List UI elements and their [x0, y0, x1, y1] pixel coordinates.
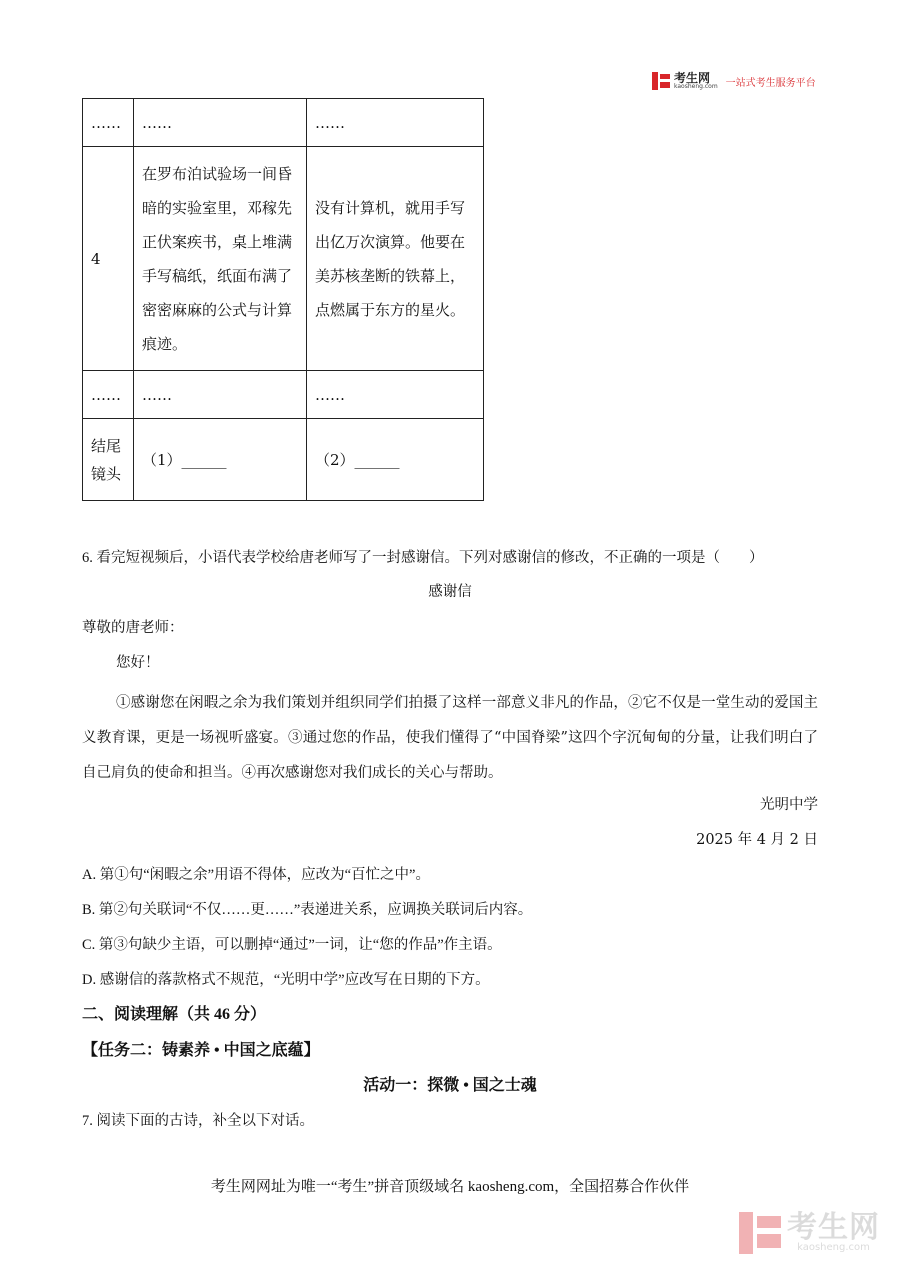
table-cell: 4: [83, 147, 134, 371]
letter-date: 2025 年 4 月 2 日: [696, 832, 818, 848]
logo-name: 考生网: [674, 71, 711, 85]
table-cell: ……: [134, 371, 307, 419]
table-cell: 没有计算机，就用手写出亿万次演算。他要在美苏核垄断的铁幕上，点燃属于东方的星火。: [307, 147, 484, 371]
task-title: 【任务二：铸素养 • 中国之底蕴】: [82, 1042, 320, 1059]
section-title: 二、阅读理解（共 46 分）: [82, 1006, 267, 1023]
letter-salutation: 尊敬的唐老师：: [82, 620, 184, 636]
logo-slogan: 一站式考生服务平台: [725, 77, 816, 89]
watermark-domain: kaosheng.com: [797, 1242, 870, 1253]
storyboard-table: [82, 98, 484, 501]
watermark-name: 考生网: [787, 1210, 880, 1245]
table-cell: ……: [83, 99, 134, 147]
answer-blank-2[interactable]: （2）______: [307, 419, 484, 501]
letter-signature: 光明中学: [760, 797, 818, 813]
header-logo: [652, 72, 816, 90]
kaosheng-watermark-icon: [739, 1212, 781, 1254]
logo-domain: kaosheng.com: [674, 83, 718, 90]
table-cell: ……: [134, 99, 307, 147]
letter-greeting: 您好！: [116, 655, 160, 671]
watermark: [739, 1212, 880, 1254]
activity-title: 活动一：探微 • 国之士魂: [363, 1077, 537, 1094]
table-cell: ……: [83, 371, 134, 419]
question-6-stem: 6. 看完短视频后，小语代表学校给唐老师写了一封感谢信。下列对感谢信的修改，不正确的一项是（ ）: [82, 550, 764, 566]
table-cell: 在罗布泊试验场一间昏暗的实验室里，邓稼先正伏案疾书，桌上堆满手写稿纸，纸面布满了密密麻麻的公式与计算痕迹。: [134, 147, 307, 371]
option-d[interactable]: D. 感谢信的落款格式不规范，“光明中学”应改写在日期的下方。: [82, 972, 490, 988]
option-a[interactable]: A. 第①句“闲暇之余”用语不得体，应改为“百忙之中”。: [82, 867, 430, 883]
table-row: [83, 371, 484, 419]
page-footer: 考生网网址为唯一“考生”拼音顶级域名 kaosheng.com，全国招募合作伙伴: [210, 1179, 690, 1195]
letter-title: 感谢信: [428, 584, 472, 600]
kaosheng-logo-icon: [652, 72, 670, 90]
table-cell: 结尾镜头: [83, 419, 134, 501]
option-c[interactable]: C. 第③句缺少主语，可以删掉“通过”一词，让“您的作品”作主语。: [82, 937, 502, 953]
table-cell: ……: [307, 371, 484, 419]
letter-body: ①感谢您在闲暇之余为我们策划并组织同学们拍摄了这样一部意义非凡的作品，②它不仅是一堂生动的爱国主义教育课，更是一场视听盛宴。③通过您的作品，使我们懂得了“中国脊梁”这四个字沉甸甸的分量，让我们明白了自己肩负的使命和担当。④再次感谢您对我们成长的关心与帮助。: [82, 695, 818, 781]
table-cell: ……: [307, 99, 484, 147]
option-b[interactable]: B. 第②句关联词“不仅……更……”表递进关系，应调换关联词后内容。: [82, 902, 533, 918]
table-row: [83, 147, 484, 371]
question-7-stem: 7. 阅读下面的古诗，补全以下对话。: [82, 1113, 314, 1129]
table-row: [83, 419, 484, 501]
answer-blank-1[interactable]: （1）______: [134, 419, 307, 501]
table-row: [83, 99, 484, 147]
